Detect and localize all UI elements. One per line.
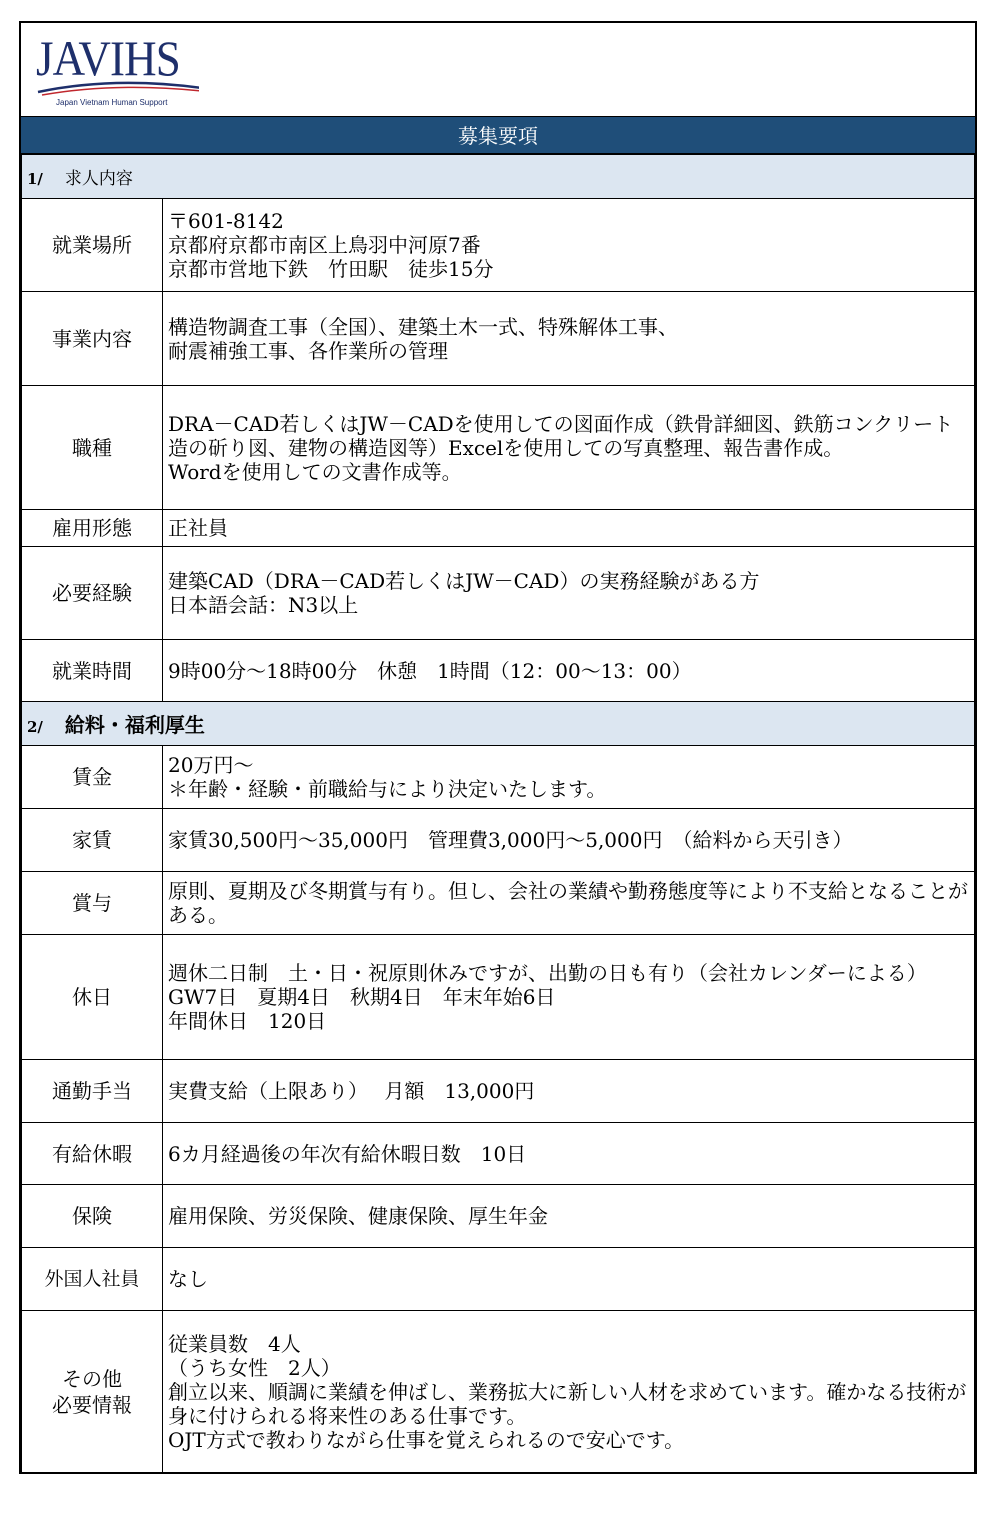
table-row <box>22 199 975 292</box>
table-row <box>22 746 975 809</box>
table-row <box>22 386 975 510</box>
page-title: 募集要項 <box>21 116 975 154</box>
table-row <box>22 1185 975 1248</box>
row-value: 6カ月経過後の年次有給休暇日数 10日 <box>163 1123 975 1185</box>
row-label: 職種 <box>22 386 163 510</box>
section-title: 求人内容 <box>64 169 133 189</box>
table-row <box>22 292 975 386</box>
table-row <box>22 1248 975 1311</box>
table-row <box>22 510 975 547</box>
row-label: 雇用形態 <box>22 510 163 547</box>
section-number: 2/ <box>27 718 43 736</box>
row-value: 構造物調査工事（全国）、建築土木一式、特殊解体工事、 耐震補強工事、各作業所の管理 <box>163 292 975 386</box>
row-label: 就業場所 <box>22 199 163 292</box>
table-row <box>22 547 975 640</box>
row-value: 建築CAD（DRA－CAD若しくはJW－CAD）の実務経験がある方 日本語会話：N3以上 <box>163 547 975 640</box>
row-label: 就業時間 <box>22 640 163 702</box>
row-value: 〒601-8142 京都府京都市南区上鳥羽中河原7番 京都市営地下鉄 竹田駅 徒歩15分 <box>163 199 975 292</box>
row-value: 週休二日制 土・日・祝原則休みですが、出勤の日も有り（会社カレンダーによる） GW7日 夏期4日 秋期4日 年末年始6日 年間休日 120日 <box>163 935 975 1060</box>
table-row <box>22 809 975 872</box>
row-value: 9時00分～18時00分 休憩 1時間（12：00～13：00） <box>163 640 975 702</box>
row-label: 通勤手当 <box>22 1060 163 1123</box>
logo-area <box>21 23 975 116</box>
section-header-1 <box>22 155 975 199</box>
section-number: 1/ <box>27 170 43 188</box>
company-logo <box>34 28 194 112</box>
logo-tagline: Japan Vietnam Human Support <box>56 98 168 107</box>
row-label: 必要経験 <box>22 547 163 640</box>
row-value: 実費支給（上限あり） 月額 13,000円 <box>163 1060 975 1123</box>
row-value: 正社員 <box>163 510 975 547</box>
requirements-table <box>21 154 975 1473</box>
row-label: 家賃 <box>22 809 163 872</box>
row-label: 外国人社員 <box>22 1248 163 1311</box>
table-row <box>22 640 975 702</box>
row-label: 事業内容 <box>22 292 163 386</box>
row-value: DRA－CAD若しくはJW－CADを使用しての図面作成（鉄骨詳細図、鉄筋コンクリート造の斫り図、建物の構造図等）Excelを使用しての写真整理、報告書作成。 Wordを使用しての文書作成等。 <box>163 386 975 510</box>
job-posting-sheet <box>19 21 977 1474</box>
row-label: 賃金 <box>22 746 163 809</box>
section-title: 給料・福利厚生 <box>64 713 205 737</box>
row-label: 休日 <box>22 935 163 1060</box>
table-row <box>22 872 975 935</box>
row-label: 賞与 <box>22 872 163 935</box>
row-value: 従業員数 4人 （うち女性 2人） 創立以来、順調に業績を伸ばし、業務拡大に新しい人材を求めています。確かなる技術が身に付けられる将来性のある仕事です。 OJT方式で教わりながら仕事を覚えられるので安心です。 <box>163 1311 975 1473</box>
section-header-2 <box>22 702 975 746</box>
row-label: その他 必要情報 <box>22 1311 163 1473</box>
row-value: 雇用保険、労災保険、健康保険、厚生年金 <box>163 1185 975 1248</box>
row-label: 保険 <box>22 1185 163 1248</box>
table-row <box>22 1123 975 1185</box>
row-value: なし <box>163 1248 975 1311</box>
row-value: 原則、夏期及び冬期賞与有り。但し、会社の業績や勤務態度等により不支給となることがある。 <box>163 872 975 935</box>
row-value: 家賃30,500円～35,000円 管理費3,000円～5,000円 （給料から天引き） <box>163 809 975 872</box>
logo-wordmark: JAVIHS <box>36 30 180 86</box>
table-row <box>22 1060 975 1123</box>
table-row <box>22 1311 975 1473</box>
row-value: 20万円～ ＊年齢・経験・前職給与により決定いたします。 <box>163 746 975 809</box>
table-row <box>22 935 975 1060</box>
row-label: 有給休暇 <box>22 1123 163 1185</box>
